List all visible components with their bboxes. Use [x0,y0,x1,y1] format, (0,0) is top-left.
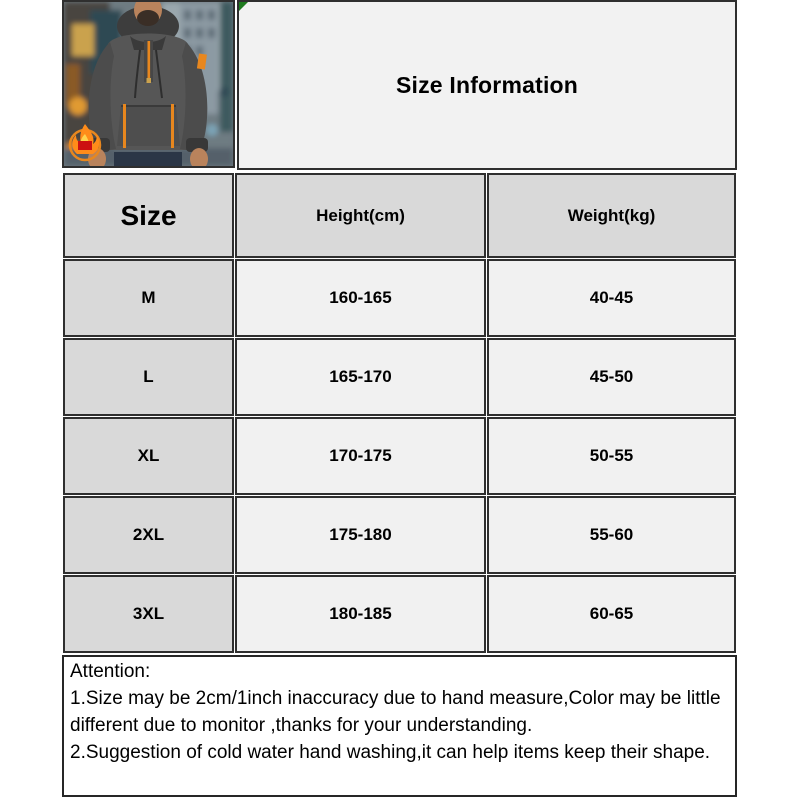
table-row [63,417,736,495]
size-label: M [63,259,234,337]
column-header-weight: Weight(kg) [487,173,736,258]
attention-title: Attention: [70,661,151,682]
table-row [63,338,736,416]
product-photo [62,0,235,168]
weight-value: 45-50 [487,338,736,416]
column-header-height: Height(cm) [235,173,486,258]
column-header-size: Size [63,173,234,258]
weight-value: 50-55 [487,417,736,495]
size-table [62,172,737,654]
height-value: 170-175 [235,417,486,495]
weight-value: 60-65 [487,575,736,653]
green-corner-marker-icon [239,2,248,11]
size-information-header [237,0,737,170]
height-value: 180-185 [235,575,486,653]
attention-note-2: 2.Suggestion of cold water hand washing,it can help items keep their shape. [70,741,711,763]
table-row [63,575,736,653]
page-title: Size Information [395,71,579,98]
size-label: 2XL [63,496,234,574]
attention-notes [62,655,737,797]
size-table-header-row [63,173,736,258]
weight-value: 55-60 [487,496,736,574]
size-label: 3XL [63,575,234,653]
size-label: L [63,338,234,416]
weight-value: 40-45 [487,259,736,337]
attention-note-1: 1.Size may be 2cm/1inch inaccuracy due to hand measure,Color may be little different due to monitor ,thanks for your understanding. [70,687,721,736]
top-row [62,0,737,170]
height-value: 165-170 [235,338,486,416]
height-value: 175-180 [235,496,486,574]
table-row [63,496,736,574]
size-label: XL [63,417,234,495]
product-photo-illustration [64,2,233,166]
table-row [63,259,736,337]
height-value: 160-165 [235,259,486,337]
